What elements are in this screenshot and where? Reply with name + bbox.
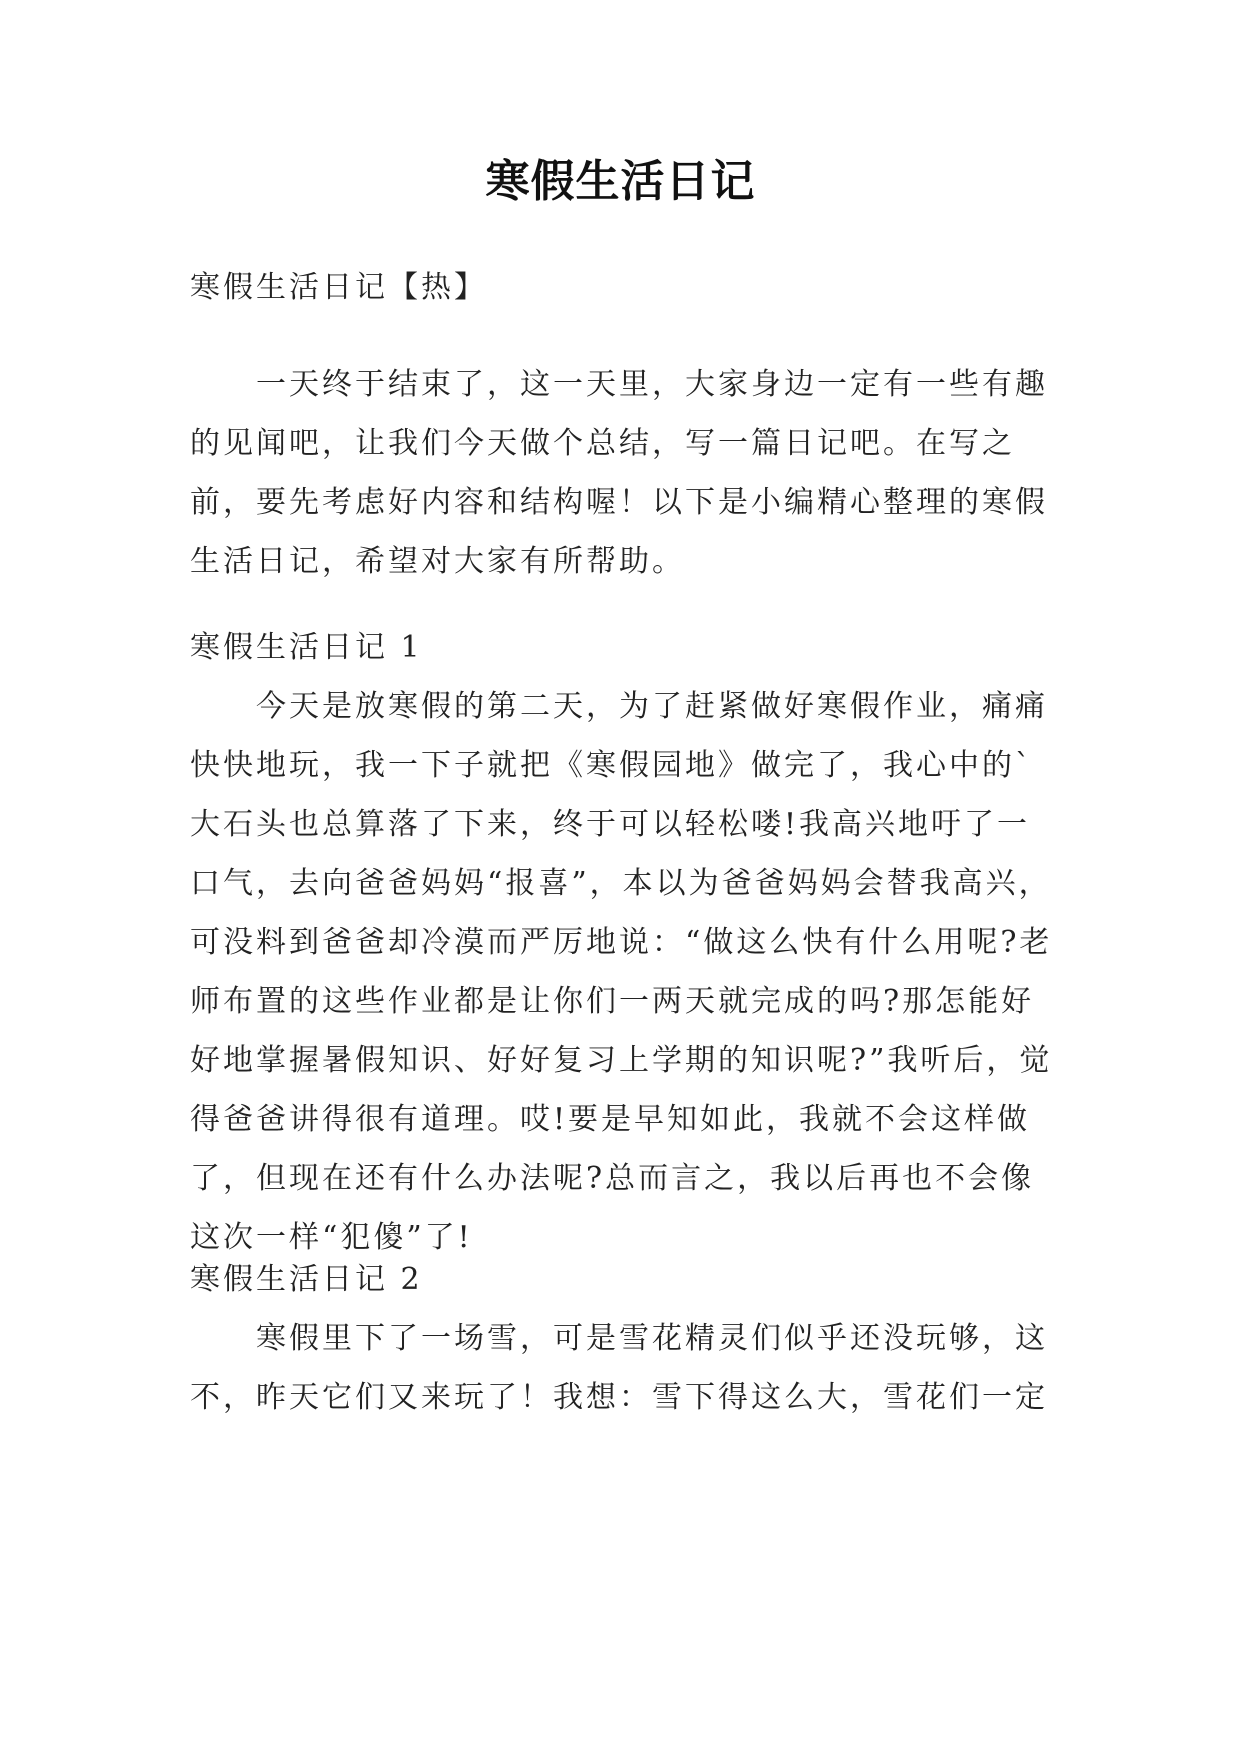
- intro-paragraph-block: [190, 355, 1060, 591]
- section-heading: 寒假生活日记 2: [190, 1262, 423, 1297]
- document-subtitle-block: [190, 258, 1060, 317]
- section-body: 寒假里下了一场雪，可是雪花精灵们似乎还没玩够，这不，昨天它们又来玩了！我想：雪下得这么大，雪花们一定: [190, 1321, 1048, 1415]
- intro-paragraph: 一天终于结束了，这一天里，大家身边一定有一些有趣的见闻吧，让我们今天做个总结，写一篇日记吧。在写之前，要先考虑好内容和结构喔！以下是小编精心整理的寒假生活日记，希望对大家有所帮助。: [190, 367, 1048, 579]
- document-subtitle: 寒假生活日记【热】: [190, 270, 487, 305]
- section-heading: 寒假生活日记 1: [190, 630, 423, 665]
- section-body: 今天是放寒假的第二天，为了赶紧做好寒假作业，痛痛快快地玩，我一下子就把《寒假园地》做完了，我心中的`大石头也总算落了下来，终于可以轻松喽!我高兴地吁了一口气，去向爸爸妈妈“报喜”，本以为爸爸妈妈会替我高兴，可没料到爸爸却冷漠而严厉地说：“做这么快有什么用呢?老师布置的这些作业都是让你们一两天就完成的吗?那怎能好好地掌握暑假知识、好好复习上学期的知识呢?”我听后，觉得爸爸讲得很有道理。哎!要是早知如此，我就不会这样做了，但现在还有什么办法呢?总而言之，我以后再也不会像这次一样“犯傻”了!: [190, 689, 1053, 1255]
- diary-section-1: [190, 618, 1060, 1267]
- document-title: 寒假生活日记: [485, 156, 756, 207]
- diary-section-2: [190, 1250, 1060, 1427]
